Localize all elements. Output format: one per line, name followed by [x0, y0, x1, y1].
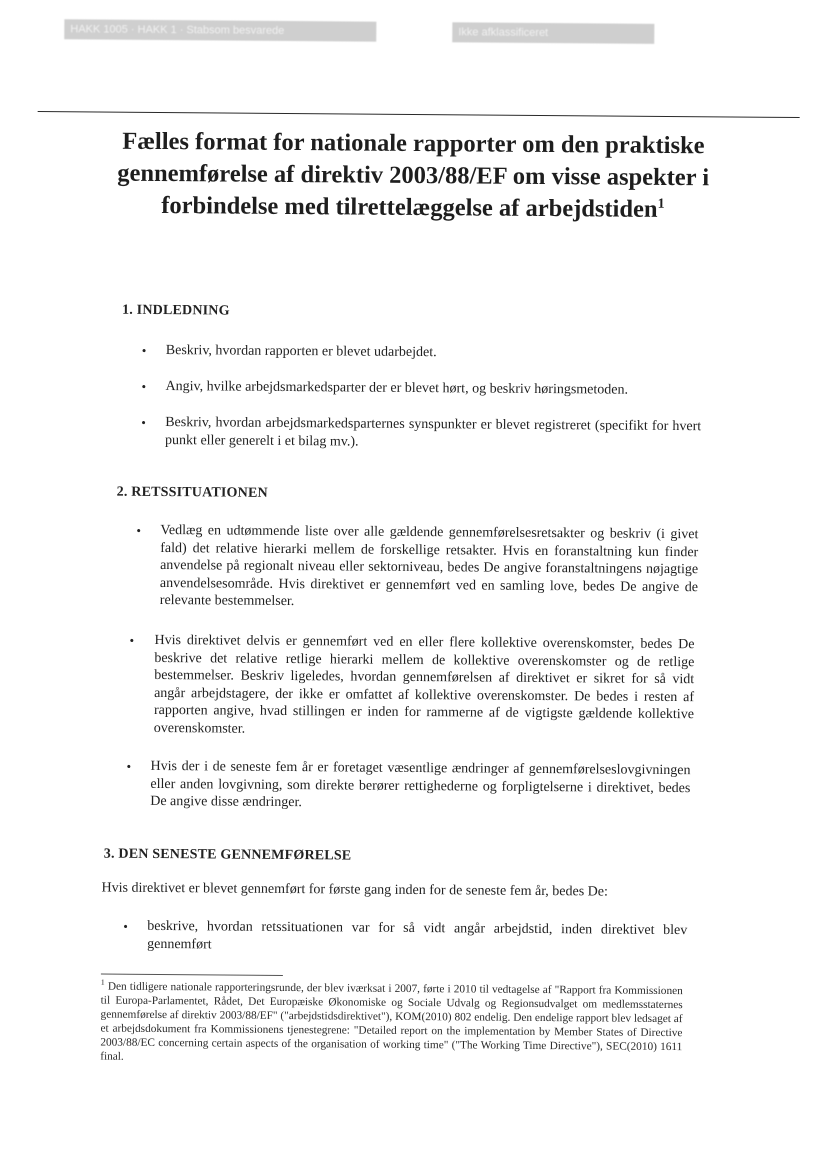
title-text: Fælles format for nationale rapporter om den praktiske gennemførelse af direktiv 2003/88/EF om visse aspekter i forbindelse med tilrettelæggelse af arbejdstiden [117, 127, 710, 223]
bullet-text: Vedlæg en udtømmende liste over alle gældende gennemførelsesretsakter og beskriv (i givet fald) det relative hierarki mellem de forskellige retsakter. Hvis en foranstaltning kun finder anvendelse på regionalt niveau eller sektorniveau, bedes De angive foranstaltningens nøjagtige anvendelsesområde. Hvis direktivet er gennemført ved en samling love, bedes De angive de relevante bestemmelser. [159, 523, 699, 610]
section-heading-seneste-gennemfoerelse: 3. DEN SENESTE GENNEMFØRELSE [103, 846, 352, 864]
section-intro: Hvis direktivet er blevet gennemført for første gang inden for de seneste fem år, bedes De: [101, 880, 608, 900]
document-title [113, 126, 714, 227]
bullet-text: Hvis der i de seneste fem år er foretaget væsentlige ændringer af gennemførelseslovgivningen eller anden lovgivning, som direkte berører rettighederne og forpligtelserne i direktivet, bedes De angive disse ændringer. [150, 758, 691, 811]
bullet-dot: • [129, 632, 135, 648]
section-heading-indledning: 1. INDLEDNING [122, 302, 230, 319]
section-heading-retssituationen: 2. RETSSITUATIONEN [116, 484, 268, 501]
bullet-text: Beskriv, hvordan rapporten er blevet udarbejdet. [165, 343, 437, 361]
bullet-dot: • [141, 378, 147, 394]
header-redacted-right: Ikke afklassificeret [452, 22, 654, 44]
bullet-text: Hvis direktivet delvis er gennemført ved en eller flere kollektive overenskomster, bedes De beskrive det relative retlige hierarki mellem de kollektive overenskomster og de retlige bestemmelser. Beskriv ligeledes, hvordan gennemførelsen af direktivet er sikret for så vidt angår arbejdstagere, der ikke er omfattet af kollektive overenskomster. De bedes i resten af rapporten angive, hvad stillingen er inden for rammerne af de vigtigste gældende kollektive overenskomster. [153, 632, 695, 737]
header-rule [38, 111, 800, 118]
bullet-dot: • [123, 918, 128, 934]
bullet-dot: • [141, 342, 147, 358]
bullet-dot: • [136, 522, 142, 538]
bullet-dot: • [141, 414, 146, 430]
bullet-text: beskrive, hvordan retssituationen var for så vidt angår arbejdstid, inden direktivet blev gennemført [147, 918, 688, 952]
footnote [100, 977, 683, 1069]
bullet-text: Angiv, hvilke arbejdsmarkedsparter der er blevet hørt, og beskriv høringsmetoden. [165, 379, 629, 398]
footnote-text: Den tidligere nationale rapporteringsrunde, der blev iværksat i 2007, førte i 2010 til vedtagelse af "Rapport fra Kommissionen til Europa-Parlamentet, Rådet, Det Europæiske Økonomiske og Sociale Udvalg og Regionsudvalget om medlemsstaternes gennemførelse af direktiv 2003/88/EF" ("arbejdstidsdirektivet"), KOM(2010) 802 endelig. Den endelige rapport blev ledsaget af et arbejdsdokument fra Kommissionens tjenestegrene: "Detailed report on the implementation by Member States of Directive 2003/88/EC concerning certain aspects of the organisation of working time" ("The Working Time Directive"), SEC(2010) 1611 final. [100, 980, 683, 1063]
bullet-text: Beskriv, hvordan arbejdsmarkedsparternes synspunkter er blevet registreret (specifikt for hvert punkt eller generelt i et bilag mv.). [165, 415, 702, 450]
bullet-dot: • [126, 758, 132, 774]
header-redacted-left: HAKK 1005 · HAKK 1 · Stabsom besvarede [64, 19, 376, 41]
title-footnote-mark: 1 [657, 196, 665, 212]
footnote-mark: 1 [100, 977, 105, 987]
footnote-rule [101, 974, 283, 976]
